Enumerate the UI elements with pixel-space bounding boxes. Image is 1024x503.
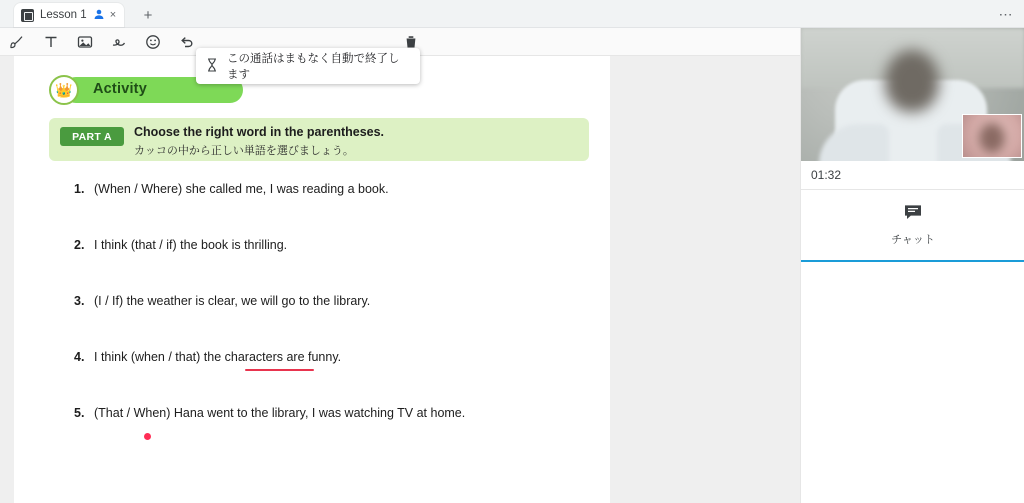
text-tool-icon[interactable]: [34, 28, 68, 56]
question-number: 5.: [74, 406, 85, 420]
red-underline-annotation: [245, 369, 314, 371]
question-row: [74, 238, 287, 252]
smiley-tool-icon[interactable]: [136, 28, 170, 56]
self-video-thumbnail[interactable]: [962, 114, 1022, 158]
browser-tab[interactable]: [14, 3, 124, 27]
worksheet-canvas[interactable]: [0, 56, 800, 503]
question-number: 3.: [74, 294, 85, 308]
remote-video-feed[interactable]: [801, 28, 1024, 161]
new-tab-button[interactable]: +: [143, 6, 153, 24]
tab-chat-label: チャット: [891, 234, 935, 246]
question-number: 2.: [74, 238, 85, 252]
hourglass-icon: [206, 58, 218, 75]
part-tag: PART A: [60, 127, 124, 146]
question-number: 4.: [74, 350, 85, 364]
activity-label: Activity: [93, 81, 147, 97]
worksheet-page: [14, 56, 610, 503]
window-menu-button[interactable]: ⋯: [998, 5, 1014, 22]
red-dot-annotation: [144, 433, 151, 440]
tab-chat[interactable]: [801, 190, 1024, 261]
question-text: (When / Where) she called me, I was reading a book.: [94, 182, 389, 196]
question-text: (That / When) Hana went to the library, I was watching TV at home.: [94, 406, 466, 420]
video-person-head: [885, 50, 939, 112]
question-row: [74, 294, 370, 308]
self-video-head: [979, 123, 1005, 153]
scribble-tool-icon[interactable]: [102, 28, 136, 56]
question-number: 1.: [74, 182, 85, 196]
call-ending-toast: [196, 48, 420, 84]
part-title: Choose the right word in the parentheses.: [134, 125, 385, 139]
tab-title: Lesson 1: [40, 9, 87, 21]
part-subtitle: カッコの中から正しい単語を選びましょう。: [134, 145, 354, 157]
browser-tab-bar: [0, 0, 1024, 28]
question-text: I think (when / that) the characters are funny.: [94, 350, 342, 364]
crown-icon: 👑: [49, 75, 79, 105]
question-row: [74, 182, 389, 196]
chat-message-list[interactable]: [801, 262, 1024, 503]
part-a-banner: [49, 118, 589, 161]
question-text: (I / If) the weather is clear, we will go to the library.: [94, 294, 371, 308]
book-favicon-icon: [21, 9, 34, 22]
close-icon[interactable]: ×: [109, 8, 117, 21]
image-tool-icon[interactable]: [68, 28, 102, 56]
video-call-panel: [800, 28, 1024, 503]
person-icon: [93, 8, 105, 23]
chat-bubble-icon: [903, 204, 923, 226]
call-timer: 01:32: [811, 168, 842, 182]
toast-message: この通話はまもなく自動で終了します: [227, 53, 400, 81]
question-row: [74, 406, 465, 420]
question-text: I think (that / if) the book is thrilling.: [94, 238, 288, 252]
question-row: [74, 350, 341, 364]
pen-tool-icon[interactable]: [0, 28, 34, 56]
